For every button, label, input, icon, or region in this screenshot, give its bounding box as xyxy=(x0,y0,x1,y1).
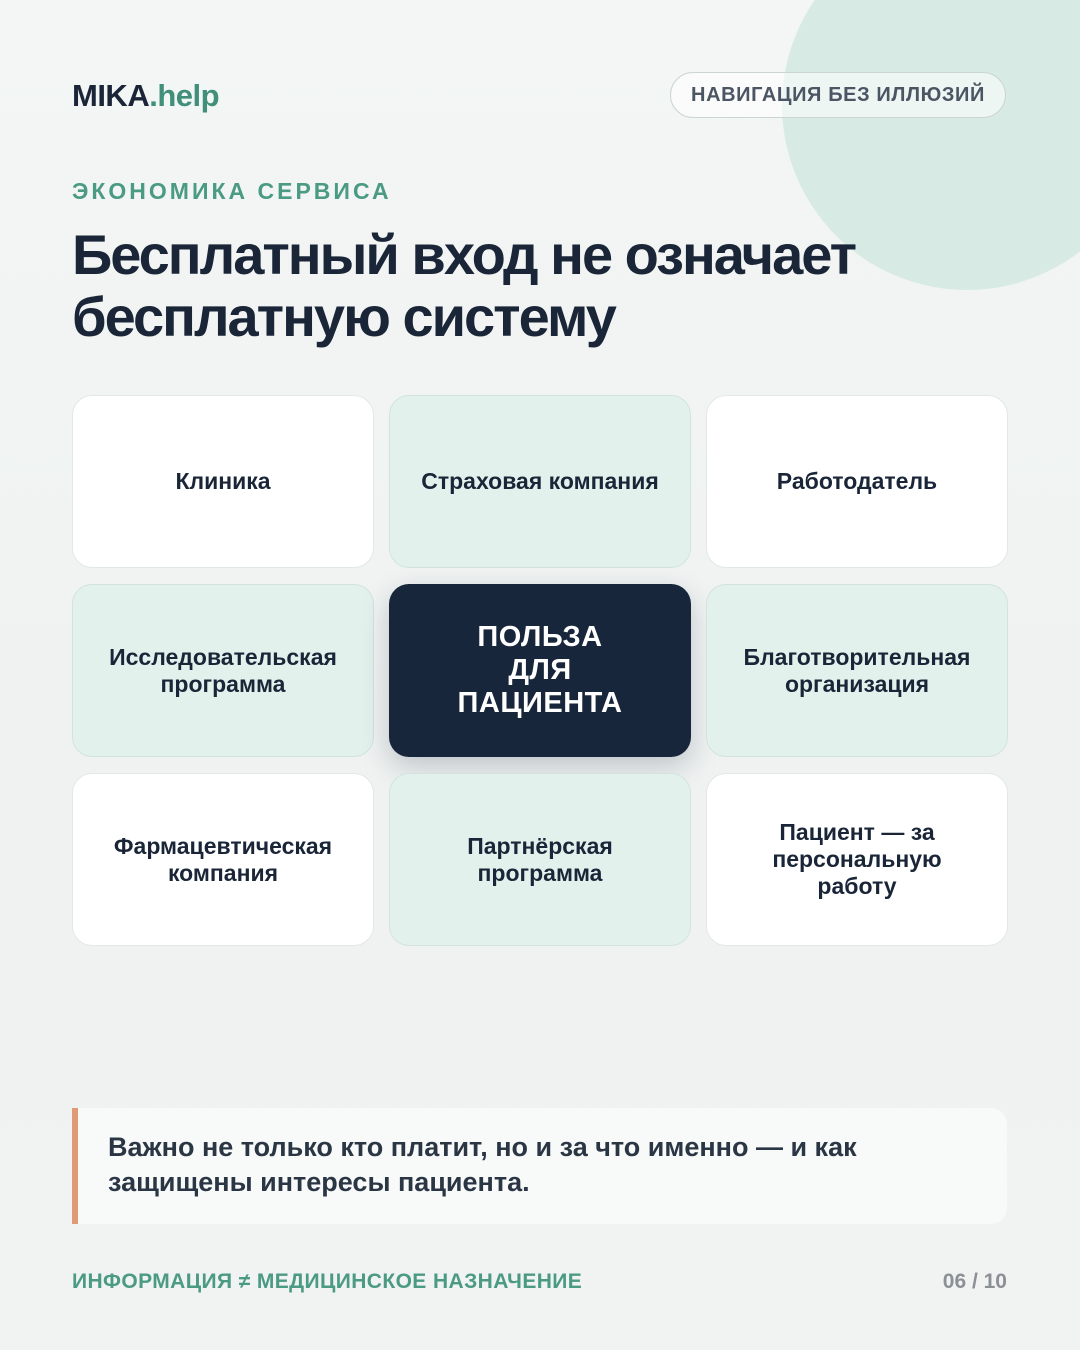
card-pharma-company xyxy=(72,773,374,946)
card-employer xyxy=(706,395,1008,568)
page-title xyxy=(72,224,972,348)
card-label: Партнёрская программа xyxy=(467,832,613,886)
card-label: Пациент — за персональную работу xyxy=(772,819,942,899)
footer-disclaimer: ИНФОРМАЦИЯ ≠ МЕДИЦИНСКОЕ НАЗНАЧЕНИЕ xyxy=(72,1270,583,1293)
card-patient-personal xyxy=(706,773,1008,946)
card-charity xyxy=(706,584,1008,757)
page-title-line-1: Бесплатный вход не означает xyxy=(72,223,856,286)
card-label: Клиника xyxy=(175,468,271,494)
section-eyebrow: ЭКОНОМИКА СЕРВИСА xyxy=(72,178,392,204)
card-label: Исследовательская программа xyxy=(109,643,337,697)
page-counter: 06 / 10 xyxy=(942,1270,1007,1293)
callout-text: Важно не только кто платит, но и за что именно — и как защищены интересы пациента. xyxy=(108,1132,857,1197)
logo xyxy=(72,78,219,114)
card-label: Работодатель xyxy=(776,468,938,494)
payer-grid xyxy=(72,395,1007,946)
logo-tld: .help xyxy=(149,78,220,113)
card-research-program xyxy=(72,584,374,757)
card-label: Благотворительная организация xyxy=(743,643,971,697)
card-label: Страховая компания xyxy=(421,468,659,494)
card-label: ПОЛЬЗА ДЛЯ ПАЦИЕНТА xyxy=(457,621,623,719)
callout-note xyxy=(72,1108,1007,1224)
card-insurance-company xyxy=(389,395,691,568)
card-label: Фармацевтическая компания xyxy=(113,832,333,886)
card-partner-program xyxy=(389,773,691,946)
card-patient-benefit xyxy=(389,584,691,757)
card-clinic xyxy=(72,395,374,568)
logo-brand: MIKA xyxy=(72,78,150,113)
page-title-line-2: бесплатную систему xyxy=(72,285,615,348)
tagline-badge: НАВИГАЦИЯ БЕЗ ИЛЛЮЗИЙ xyxy=(670,72,1006,118)
